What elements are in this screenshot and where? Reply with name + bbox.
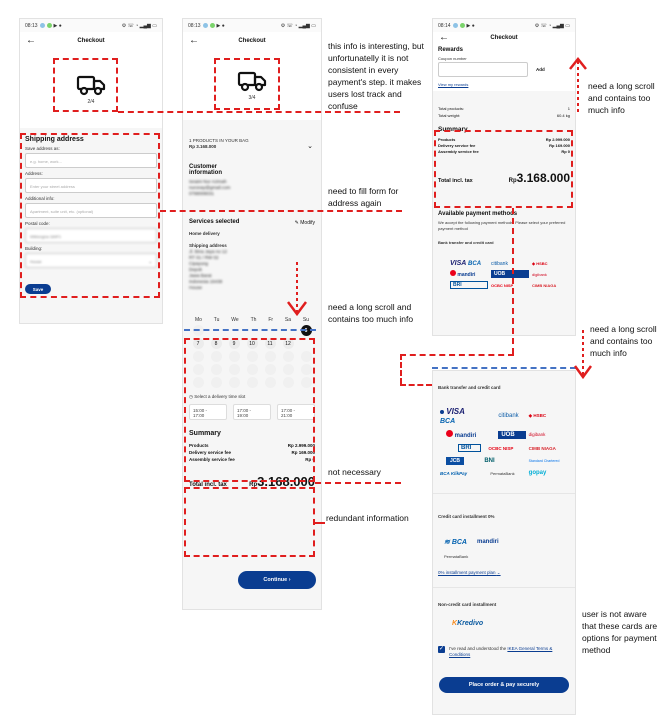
home-delivery: Home delivery <box>189 231 220 236</box>
address-line: RT 01 / RW 02 <box>189 255 219 260</box>
app-icon <box>40 23 45 28</box>
shipping-address-label: Shipping address <box>189 243 227 248</box>
time-slots <box>189 404 315 420</box>
calendar-day <box>301 377 312 388</box>
note-not-necessary: not necessary <box>328 467 381 477</box>
truck-icon <box>76 74 106 96</box>
address-line: Cipayung <box>189 261 209 266</box>
annotation-connector <box>160 210 402 212</box>
delivery-slot-label: Select a delivery time slot <box>194 394 246 399</box>
calendar-day <box>247 377 258 388</box>
slot-start: 17:00 - <box>237 408 252 413</box>
summary-row <box>189 456 315 463</box>
payment-desc: We accept the following payment methods. Please select your preferred payment method <box>438 220 566 231</box>
summary-row <box>189 442 315 449</box>
back-arrow-icon[interactable]: ← <box>189 35 199 46</box>
digibank-logo: digibank <box>528 432 546 437</box>
digibank-logo: digibank <box>532 271 547 277</box>
field-label: Additional info: <box>25 196 55 201</box>
play-icon: ▶ ● <box>216 22 225 29</box>
annotation-connector <box>400 384 432 386</box>
calendar-day <box>265 351 276 362</box>
address-line: Indonesia 16438 <box>189 279 223 284</box>
payment-methods <box>433 191 575 292</box>
delivery-slot-prompt <box>189 394 315 400</box>
cimb-logo: CIMB NIAGA <box>528 445 556 451</box>
calendar-day <box>229 364 240 375</box>
play-icon: ▶ ● <box>53 22 62 29</box>
edit-icon: ✎ <box>294 220 299 226</box>
calendar-day <box>265 377 276 388</box>
bni-logo: BNI <box>484 458 495 464</box>
weekday: Mo <box>194 317 202 323</box>
status-time: 08:14 <box>438 22 451 29</box>
weekday: Fr <box>268 317 274 323</box>
time-slot[interactable] <box>233 404 271 420</box>
total-products-label: Total products: <box>438 106 465 111</box>
step-counter: 2/4 <box>87 98 95 105</box>
place-order-button[interactable]: Place order & pay securely <box>439 677 569 693</box>
status-bar <box>183 19 321 32</box>
scroll-divider <box>184 329 316 331</box>
kredivo-logo[interactable]: KKredivo <box>452 620 484 627</box>
step-counter: 3/4 <box>248 94 256 101</box>
jcb-logo: JCB <box>446 457 464 465</box>
coupon-input[interactable] <box>438 62 528 77</box>
calendar-day <box>193 351 204 362</box>
clock-icon: ◷ <box>189 394 193 399</box>
citibank-logo: citibank <box>491 260 508 267</box>
app-icon <box>453 23 458 28</box>
installment-logos[interactable] <box>438 538 570 546</box>
calendar-day[interactable]: 8 <box>211 338 222 349</box>
calendar-day[interactable]: 7 <box>193 338 204 349</box>
slot-start: 15:00 - <box>193 408 208 413</box>
summary-row <box>189 449 315 456</box>
back-arrow-icon[interactable]: ← <box>439 32 449 43</box>
save-button[interactable]: Save <box>25 284 51 294</box>
calendar-day[interactable]: 12 <box>283 338 294 349</box>
uob-logo: UOB <box>498 431 525 439</box>
total-value: 3.168.000 <box>257 474 315 489</box>
noncredit-title: Non-credit card installment <box>438 602 497 607</box>
app-icon <box>47 23 52 28</box>
total-currency: Rp <box>249 482 258 488</box>
page-title: Checkout <box>238 38 266 44</box>
visa-logo: VISA BCA <box>450 260 482 267</box>
summary-section <box>433 122 575 191</box>
slot-end: 21:00 <box>281 413 293 418</box>
summary-section <box>183 420 321 491</box>
address-line: Jl. Bina Jaya no 12 <box>189 249 228 254</box>
summary-label: Assembly service fee <box>438 149 479 154</box>
calendar-day-selected[interactable]: 6 <box>301 325 312 336</box>
bank-transfer-section <box>433 371 575 479</box>
status-time: 08:13 <box>25 22 38 29</box>
slot-start: 17:00 - <box>281 408 296 413</box>
mandiri-logo: mandiri <box>476 539 499 545</box>
summary-value: Rp 169.000 <box>291 450 315 455</box>
payment-logos[interactable] <box>438 407 570 476</box>
calendar-week <box>189 338 315 349</box>
summary-row <box>438 149 570 155</box>
customer-info <box>183 154 321 201</box>
weekday: Tu <box>213 317 220 323</box>
installment-title: Credit card installment 0% <box>438 514 495 519</box>
total-weight-value: 60.4 kg <box>556 113 570 118</box>
address-line: House <box>189 285 203 290</box>
calendar-day <box>283 351 294 362</box>
calendar-day[interactable]: 11 <box>265 338 276 349</box>
rewards-title: Rewards <box>438 47 464 53</box>
calendar-day <box>211 364 222 375</box>
customer-line: Isnaini Nur Azimah <box>189 179 227 184</box>
additional-info-input[interactable]: Apartment, suite unit, etc. (optional) <box>25 203 157 218</box>
mandiri-logo: mandiri <box>440 430 481 439</box>
services-title: Services selected <box>189 219 240 225</box>
summary-title: Summary <box>438 126 468 133</box>
shipping-form <box>20 128 162 302</box>
summary-label: Products <box>438 137 456 142</box>
calendar-day <box>229 351 240 362</box>
ocbc-logo: OCBC NISP <box>491 282 514 288</box>
building-value: House <box>30 259 42 264</box>
installment-plan-link[interactable] <box>438 570 570 576</box>
customer-line: nuronay@gmail.com <box>189 185 231 190</box>
calendar-week-disabled <box>189 351 315 362</box>
terms-checkbox[interactable]: ✓ <box>438 646 445 652</box>
play-icon: ▶ ● <box>466 22 475 29</box>
coupon-label: Coupon number <box>438 56 467 61</box>
back-arrow-icon[interactable]: ← <box>26 35 36 46</box>
calendar-day <box>247 364 258 375</box>
note-long-scroll: need a long scroll and contains too much info <box>328 302 414 324</box>
total-label: Total incl. tax <box>438 178 473 184</box>
annotation-connector <box>512 208 514 354</box>
app-bar <box>20 32 162 50</box>
calendar-day <box>211 377 222 388</box>
calendar-day <box>247 351 258 362</box>
calendar-day <box>265 364 276 375</box>
calendar-day <box>283 364 294 375</box>
installment-section <box>433 493 575 579</box>
note-user-not-aware: user is not aware that these cards are options for payment method <box>582 609 658 655</box>
bank-transfer-title: Bank transfer and credit card <box>438 385 501 390</box>
save-as-input[interactable]: e.g. home, work... <box>25 153 157 168</box>
status-icons: ⚙ ☏ ◔ ▂▄▆ ▭ <box>280 22 316 29</box>
note-long-scroll-payment: need a long scroll and contains too much info <box>590 324 657 358</box>
mandiri-logo: mandiri <box>450 270 488 278</box>
calendar-day <box>301 351 312 362</box>
chevron-down-icon: ⌄ <box>148 259 152 264</box>
bri-logo: BRI <box>450 281 488 289</box>
truck-icon <box>237 70 267 92</box>
customer-title: Customer information <box>189 164 222 176</box>
summary-value: Rp 2.999.000 <box>545 137 570 142</box>
page-title: Checkout <box>77 38 105 44</box>
hsbc-logo: ◆ HSBC <box>528 413 547 418</box>
summary-label: Products <box>189 443 209 448</box>
view-rewards-link[interactable]: View my rewards <box>438 82 469 87</box>
citibank-logo: citibank <box>498 413 519 419</box>
calendar-day <box>283 377 294 388</box>
app-bar <box>183 32 321 50</box>
calendar-day[interactable]: 10 <box>247 338 258 349</box>
annotation-connector <box>315 482 401 484</box>
bag-line: 1 PRODUCTS IN YOUR BAG <box>189 138 249 143</box>
payment-title: Available payment methods <box>438 211 518 217</box>
screen-shipping-address <box>19 18 163 324</box>
status-bar <box>433 19 575 32</box>
summary-title: Summary <box>189 430 221 437</box>
total-products-row <box>438 105 570 112</box>
cimb-logo: CIMB NIAGA <box>532 282 557 288</box>
screen-payment-bottom <box>432 370 576 715</box>
app-icon <box>210 23 215 28</box>
total-weight-label: Total weight: <box>438 113 461 118</box>
bank-transfer-title: Bank transfer and credit card <box>438 240 494 245</box>
address-line: Depok <box>189 267 203 272</box>
app-icon <box>460 23 465 28</box>
permata-logo: PermataBank <box>490 470 515 476</box>
summary-value: Rp 169.000 <box>549 143 570 148</box>
modify-label: Modify <box>300 220 315 226</box>
visa-logo: VISA BCA <box>440 407 465 425</box>
payment-logos[interactable] <box>438 260 570 289</box>
status-bar <box>20 19 162 32</box>
bag-total: Rp 3.168.000 <box>189 144 217 149</box>
checkout-step-indicator <box>20 50 162 128</box>
calendar-week-disabled <box>189 377 315 388</box>
weekday: Su <box>302 317 310 323</box>
calendar-day <box>301 364 312 375</box>
summary-value: Rp 0 <box>561 149 570 154</box>
noncredit-section <box>433 587 575 630</box>
note-long-scroll-top: need a long scroll and contains too much info <box>588 81 655 115</box>
weekday: We <box>231 317 239 323</box>
total-weight-row <box>438 112 570 119</box>
calendar-day <box>211 351 222 362</box>
weekday: Th <box>250 317 257 323</box>
total-currency: Rp <box>508 178 517 184</box>
field-label: Building: <box>25 246 43 251</box>
uob-logo: UOB <box>491 270 529 278</box>
bca-logo: ≋ BCA <box>444 539 467 546</box>
calendar-day <box>301 338 312 349</box>
scroll-down-arrow-icon <box>284 262 310 318</box>
building-select[interactable] <box>25 253 157 268</box>
note-inconsistent-step: this info is interesting, but unfortunatelly it is not consistent in every payment's step. it makes users lost track and confuse <box>328 41 424 111</box>
standard-chartered-logo: Standard Chartered <box>528 459 560 463</box>
totals <box>433 91 575 122</box>
summary-value: Rp 2.999.000 <box>287 443 315 448</box>
address-input[interactable]: Enter your street address <box>25 178 157 193</box>
total-value: 3.168.000 <box>516 171 570 185</box>
calendar-day <box>193 364 204 375</box>
chevron-down-icon: ⌄ <box>496 570 501 575</box>
app-bar <box>433 32 575 44</box>
scroll-up-arrow-icon <box>567 55 589 115</box>
status-icons: ⚙ ☏ ◔ ▂▄▆ ▭ <box>121 22 157 29</box>
page-title: Checkout <box>490 35 518 41</box>
rewards-section <box>433 44 575 91</box>
annotation-connector <box>400 354 514 356</box>
ocbc-logo: OCBC NISP <box>488 445 514 451</box>
summary-label: Delivery service fee <box>189 450 232 455</box>
summary-label: Assembly service fee <box>189 457 235 462</box>
checkout-step-indicator <box>183 50 321 120</box>
customer-line: 0798008031 <box>189 191 215 196</box>
address-line: Jawa Barat <box>189 273 212 278</box>
bca-klikpay-logo: BCA KlikPay <box>440 470 468 476</box>
calendar-day <box>193 377 204 388</box>
calendar-day[interactable]: 9 <box>229 338 240 349</box>
annotation-connector <box>315 522 325 524</box>
continue-button[interactable]: Continue › <box>238 571 316 589</box>
total-row <box>438 169 570 187</box>
postal-code-input[interactable]: Wiktoryjna 184F1 <box>25 228 157 243</box>
summary-value: Rp 0 <box>305 457 315 462</box>
annotation-connector <box>400 354 402 384</box>
summary-label: Delivery service fee <box>438 143 476 148</box>
bri-logo: BRI <box>458 444 481 452</box>
slot-end: 17:00 <box>193 413 205 418</box>
scroll-divider <box>432 367 576 369</box>
chevron-down-icon: ⌄ <box>307 143 313 150</box>
hsbc-logo: ◆ HSBC <box>532 261 548 266</box>
bag-summary[interactable] <box>183 120 321 154</box>
shipping-title: Shipping address <box>25 136 84 143</box>
field-label: Address: <box>25 171 43 176</box>
screen-payment-top <box>432 18 576 336</box>
field-label: Save address as: <box>25 146 60 151</box>
slot-end: 19:00 <box>237 413 249 418</box>
permata-logo[interactable]: PermataBank <box>444 554 469 559</box>
add-coupon-button[interactable]: Add <box>536 67 545 72</box>
status-icons: ⚙ ☏ ◔ ▂▄▆ ▭ <box>534 22 570 29</box>
total-products-value: 1 <box>567 106 570 111</box>
terms-link[interactable]: IKEA General Terms & Conditions <box>449 646 553 657</box>
total-label: Total incl. tax <box>189 482 227 488</box>
time-slot[interactable] <box>277 404 315 420</box>
app-icon <box>203 23 208 28</box>
installment-plan-label: 0% installment payment plan <box>438 570 496 575</box>
note-fill-address: need to fill form for address again <box>328 186 399 208</box>
status-time: 08:13 <box>188 22 201 29</box>
gopay-logo: gopay <box>528 470 547 476</box>
terms-row <box>433 630 575 661</box>
weekday: Sa <box>284 317 292 323</box>
calendar-day <box>229 377 240 388</box>
modify-button[interactable] <box>295 220 315 226</box>
calendar-week-disabled <box>189 364 315 375</box>
note-redundant: redundant information <box>326 513 409 523</box>
terms-text: I've read and understood the IKEA General Terms & Conditions <box>449 646 553 657</box>
total-row <box>189 473 315 491</box>
field-label: Postal code: <box>25 221 50 226</box>
time-slot[interactable] <box>189 404 227 420</box>
